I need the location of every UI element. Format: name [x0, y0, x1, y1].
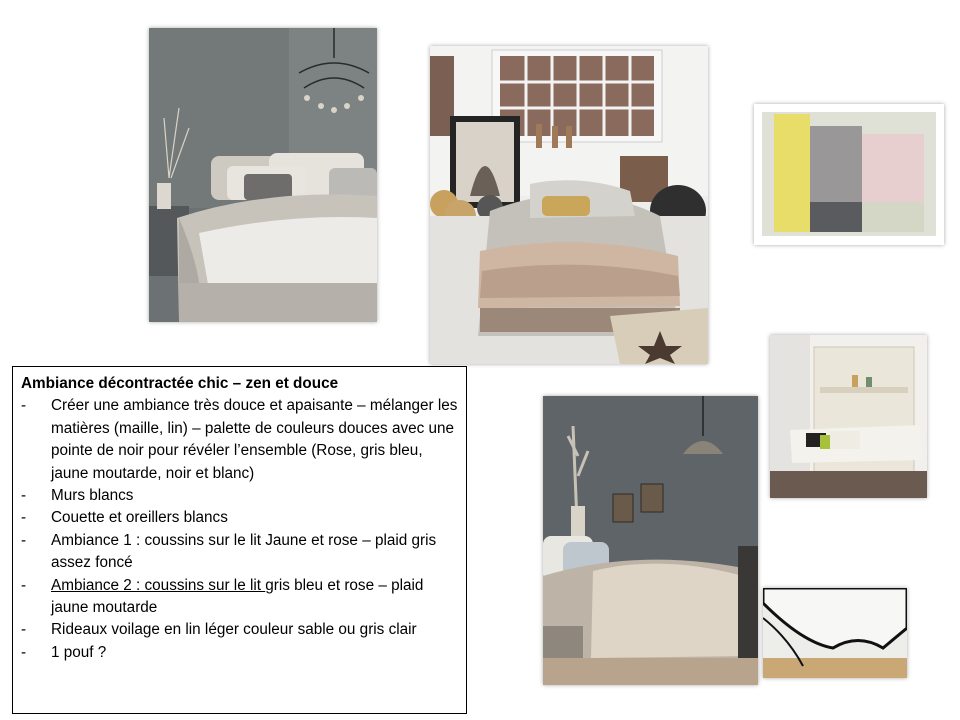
- bullet-text: gris bleu et rose – plaid jaune moutarde: [51, 576, 424, 617]
- bullet-text: Ambiance 1 : coussins sur le lit Jaune et rose – plaid gris assez foncé: [51, 531, 437, 572]
- moodboard-bullet-list: [21, 395, 458, 664]
- moodboard-heading: Ambiance décontractée chic – zen et douce: [21, 375, 339, 392]
- bullet-item: [21, 530, 458, 575]
- photo-murphy-sofa: [770, 335, 927, 498]
- bullet-text: Couette et oreillers blancs: [51, 509, 228, 527]
- bullet-item: [21, 485, 458, 507]
- photo-dark-bedroom: [543, 396, 758, 685]
- bullet-item: [21, 395, 458, 485]
- photo-loft-bed: [430, 46, 708, 364]
- bullet-text: Murs blancs: [51, 487, 134, 505]
- bullet-text: 1 pouf ?: [51, 643, 107, 661]
- bullet-item: [21, 642, 458, 664]
- bullet-underlined-text: Ambiance 2 : coussins sur le lit: [51, 576, 266, 594]
- bullet-text: Créer une ambiance très douce et apaisante – mélanger les matières (maille, lin) – palette de couleurs douces avec une pointe de noir pour révéler l’ensemble (Rose, gris bleu, jaune moutarde, noir et blanc): [51, 397, 458, 482]
- photo-linen-fabric: [763, 588, 907, 678]
- bullet-item: [21, 507, 458, 529]
- photo-rug: [754, 104, 944, 245]
- photo-bedroom-chandelier: [149, 28, 377, 322]
- moodboard-text-box: [12, 366, 467, 714]
- bullet-text: Rideaux voilage en lin léger couleur sable ou gris clair: [51, 621, 417, 639]
- bullet-item: [21, 575, 458, 620]
- bullet-item: [21, 619, 458, 641]
